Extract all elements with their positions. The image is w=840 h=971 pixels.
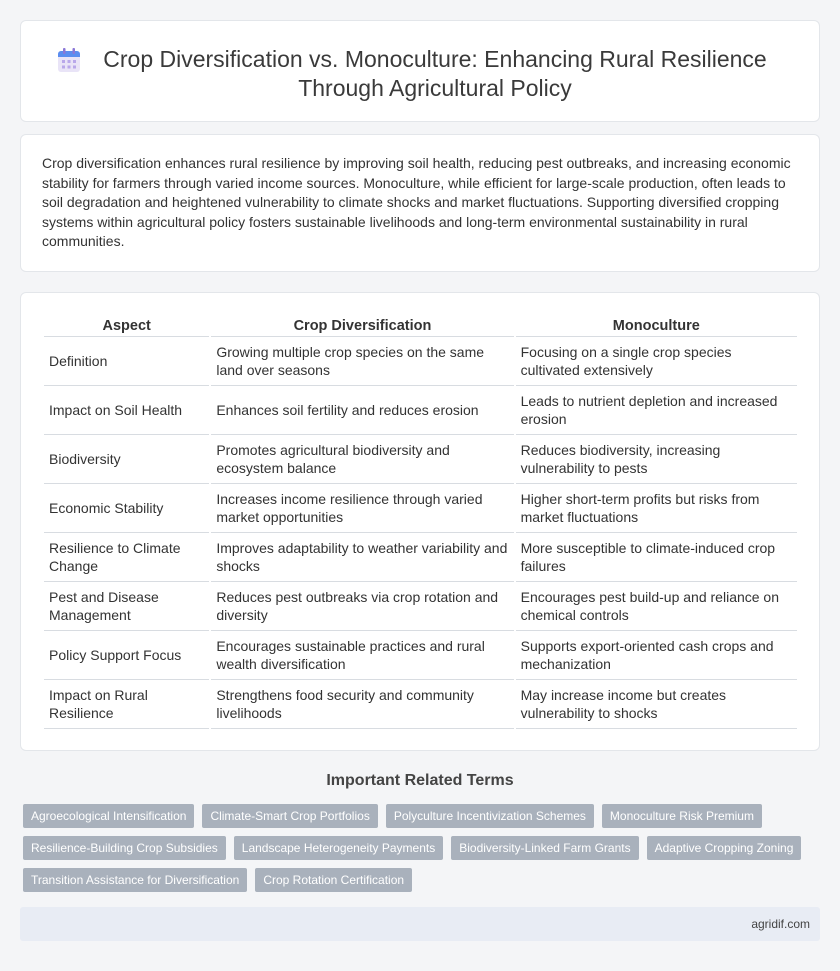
intro-card: [20, 134, 820, 272]
monoculture-cell: Focusing on a single crop species cultivated extensively: [516, 337, 797, 386]
header-crop-diversification: Crop Diversification: [211, 316, 513, 337]
diversification-cell: Improves adaptability to weather variability and shocks: [211, 533, 513, 582]
aspect-cell: Economic Stability: [44, 484, 209, 533]
table-row: [44, 533, 797, 582]
aspect-cell: Biodiversity: [44, 435, 209, 484]
related-term-tag[interactable]: Climate-Smart Crop Portfolios: [202, 804, 377, 828]
intro-paragraph: Crop diversification enhances rural resilience by improving soil health, reducing pest outbreaks, and increasing economic stability for farmers through varied income sources. Monoculture, while efficient for large-scale production, often leads to soil degradation and heightened vulnerability to climate shocks and market fluctuations. Supporting diversified cropping systems within agricultural policy fosters sustainable livelihoods and long-term environmental sustainability in rural communities.: [42, 155, 791, 250]
monoculture-cell: Encourages pest build-up and reliance on chemical controls: [516, 582, 797, 631]
table-row: [44, 631, 797, 680]
related-term-tag[interactable]: Adaptive Cropping Zoning: [647, 836, 802, 860]
table-row: [44, 337, 797, 386]
aspect-cell: Policy Support Focus: [44, 631, 209, 680]
aspect-cell: Pest and Disease Management: [44, 582, 209, 631]
monoculture-cell: May increase income but creates vulnerability to shocks: [516, 680, 797, 729]
comparison-card: [20, 292, 820, 751]
table-row: [44, 435, 797, 484]
related-term-tag[interactable]: Crop Rotation Certification: [255, 868, 412, 892]
diversification-cell: Increases income resilience through varied market opportunities: [211, 484, 513, 533]
header-aspect: Aspect: [44, 316, 209, 337]
comparison-table: [42, 316, 799, 729]
related-terms-list: [23, 804, 803, 900]
aspect-cell: Impact on Rural Resilience: [44, 680, 209, 729]
diversification-cell: Encourages sustainable practices and rural wealth diversification: [211, 631, 513, 680]
header-monoculture: Monoculture: [516, 316, 797, 337]
title-card: [20, 20, 820, 122]
table-row: [44, 386, 797, 435]
related-term-tag[interactable]: Landscape Heterogeneity Payments: [234, 836, 443, 860]
page-title: Crop Diversification vs. Monoculture: Enhancing Rural Resilience Through Agricultural Policy: [103, 46, 767, 101]
table-row: [44, 484, 797, 533]
related-term-tag[interactable]: Agroecological Intensification: [23, 804, 194, 828]
monoculture-cell: Reduces biodiversity, increasing vulnerability to pests: [516, 435, 797, 484]
related-term-tag[interactable]: Monoculture Risk Premium: [602, 804, 762, 828]
related-term-tag[interactable]: Biodiversity-Linked Farm Grants: [451, 836, 638, 860]
aspect-cell: Impact on Soil Health: [44, 386, 209, 435]
diversification-cell: Enhances soil fertility and reduces erosion: [211, 386, 513, 435]
diversification-cell: Promotes agricultural biodiversity and ecosystem balance: [211, 435, 513, 484]
footer-site[interactable]: agridif.com: [751, 917, 810, 931]
table-header-row: [44, 316, 797, 337]
footer: [20, 907, 820, 941]
aspect-cell: Resilience to Climate Change: [44, 533, 209, 582]
monoculture-cell: Leads to nutrient depletion and increased erosion: [516, 386, 797, 435]
table-row: [44, 680, 797, 729]
related-terms-heading: Important Related Terms: [326, 772, 514, 789]
related-term-tag[interactable]: Polyculture Incentivization Schemes: [386, 804, 594, 828]
diversification-cell: Strengthens food security and community livelihoods: [211, 680, 513, 729]
aspect-cell: Definition: [44, 337, 209, 386]
table-row: [44, 582, 797, 631]
related-term-tag[interactable]: Transition Assistance for Diversification: [23, 868, 247, 892]
related-term-tag[interactable]: Resilience-Building Crop Subsidies: [23, 836, 226, 860]
diversification-cell: Reduces pest outbreaks via crop rotation and diversity: [211, 582, 513, 631]
diversification-cell: Growing multiple crop species on the same land over seasons: [211, 337, 513, 386]
monoculture-cell: Higher short-term profits but risks from market fluctuations: [516, 484, 797, 533]
monoculture-cell: More susceptible to climate-induced crop failures: [516, 533, 797, 582]
monoculture-cell: Supports export-oriented cash crops and mechanization: [516, 631, 797, 680]
